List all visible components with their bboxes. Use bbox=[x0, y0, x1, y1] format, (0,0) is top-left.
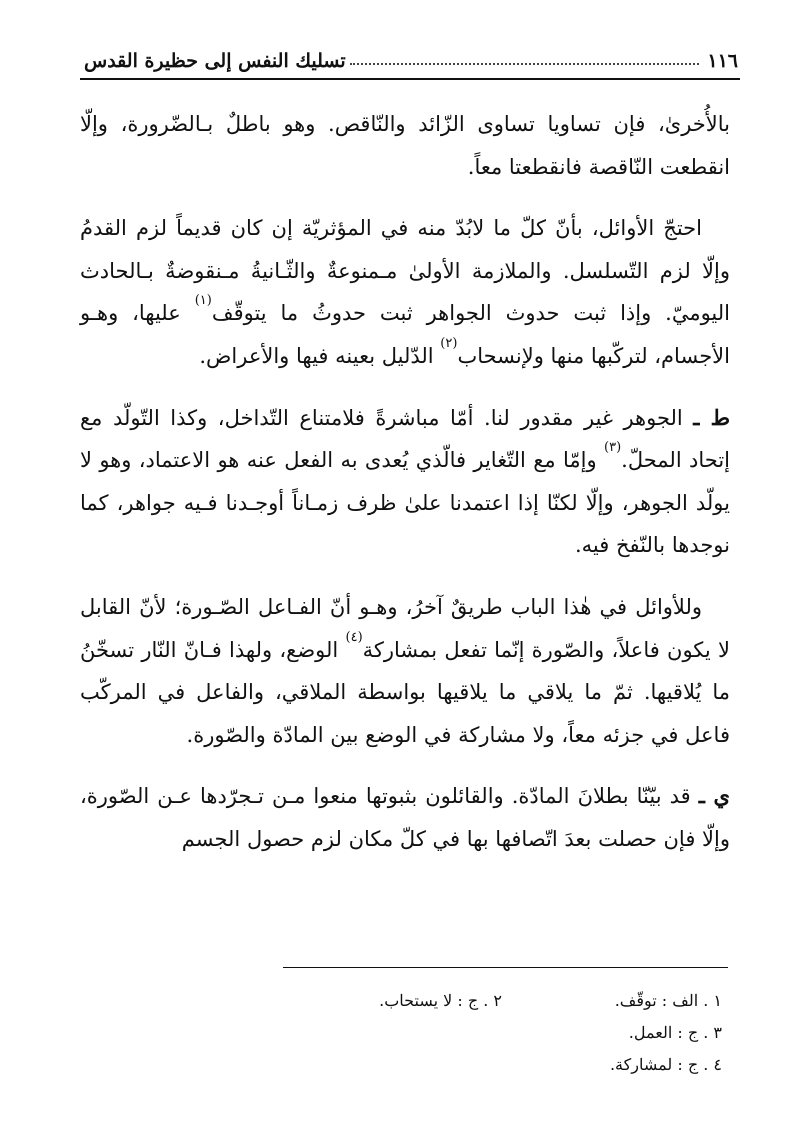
footnote-1: ١ . الف : توقّف. bbox=[614, 991, 722, 1010]
paragraph-3: ط ـ الجوهر غير مقدور لنا. أمّا مباشرةً فلامتناع التّداخل، وكذا التّولّد مع إتحاد المحلّ.$^{(٣)}$ وإمّا مع التّغاير فالّذي يُعدى به الفعل عنه هو الاعتماد، وهو لا يولّد الجوهر، وإلّا لكنّا إذا اعتمدنا علىٰ ظرف زمـاناً أوجـدنا فـيه جواهر، كما نوجدها بالنّفخ فيه. bbox=[80, 404, 731, 558]
footnote-ref-1[interactable]: (١) bbox=[194, 293, 212, 309]
book-title: تسليك النفس إلى حظيرة القدس bbox=[84, 50, 346, 72]
footnote-2: ٢ . ج : لا يستحاب. bbox=[379, 991, 502, 1010]
footnote-row bbox=[282, 985, 722, 1017]
section-marker-ya: ي ـ bbox=[698, 783, 730, 809]
paragraph-5: ي ـ قد بيّنّا بطلانَ المادّة. والقائلون بثبوتها منعوا مـن تـجرّدها عـن الصّورة، وإلّا فإن حصلت بعدَ اتّصافها بها في كلّ مكان لزم حصول الجسم bbox=[80, 783, 730, 851]
paragraph-2: احتجّ الأوائل، بأنّ كلّ ما لابُدّ منه في المؤثريّة إن كان قديماً لزم القدمُ وإلّا لزم التّسلسل. والملازمة الأولىٰ مـمنوعةٌ والثّـانيةُ مـنقوضةٌ بـالحادث اليوميّ. وإذا ثبت حدوث الجواهر ثبت حدوثُ ما يتوقّف$^{(١)}$ عليها، وهـو الأجسام، لتركّبها منها ولإنسحاب$^{(٢)}$ الدّليل بعينه فيها والأعراض. bbox=[80, 216, 730, 368]
header-dot-leader bbox=[350, 63, 700, 65]
footnote-ref-2[interactable]: (٢) bbox=[440, 335, 458, 351]
footnote-ref-3[interactable]: (٣) bbox=[604, 440, 622, 456]
footnote-4: ٤ . ج : لمشاركة. bbox=[609, 1055, 722, 1074]
footnote-row bbox=[282, 1017, 722, 1049]
section-marker-ta: ط ـ bbox=[693, 404, 730, 430]
footnote-separator bbox=[283, 967, 728, 968]
footnote-row bbox=[282, 1049, 722, 1081]
main-text bbox=[80, 103, 730, 880]
paragraph-1: بالأُخرىٰ، فإن تساويا تساوى الزّائد والنّاقص. وهو باطلٌ بـالضّرورة، وإلّا انقطعت النّاقصة فانقطعتا معاً. bbox=[80, 112, 730, 179]
running-header bbox=[84, 38, 738, 72]
footnotes bbox=[282, 985, 722, 1081]
paragraph-4: وللأوائل في هٰذا الباب طريقٌ آخرُ، وهـو أنّ الفـاعل الصّـورة؛ لأنّ القابل لا يكون فاعلاً، والصّورة إنّما تفعل بمشاركة$^{(٤)}$ الوضع، ولهذا فـانّ النّار تسخّنُ ما يُلاقيها. ثمّ ما يلاقي ما يلاقيها بواسطة الملاقي، والفاعل في المركّب فاعل في جزئه معاً، ولا مشاركة في الوضع بين المادّة والصّورة. bbox=[80, 594, 730, 747]
header-rule bbox=[80, 78, 740, 80]
footnote-3: ٣ . ج : العمل. bbox=[628, 1023, 722, 1042]
footnote-ref-4[interactable]: (٤) bbox=[345, 629, 363, 645]
page-number: ١١٦ bbox=[707, 50, 738, 72]
